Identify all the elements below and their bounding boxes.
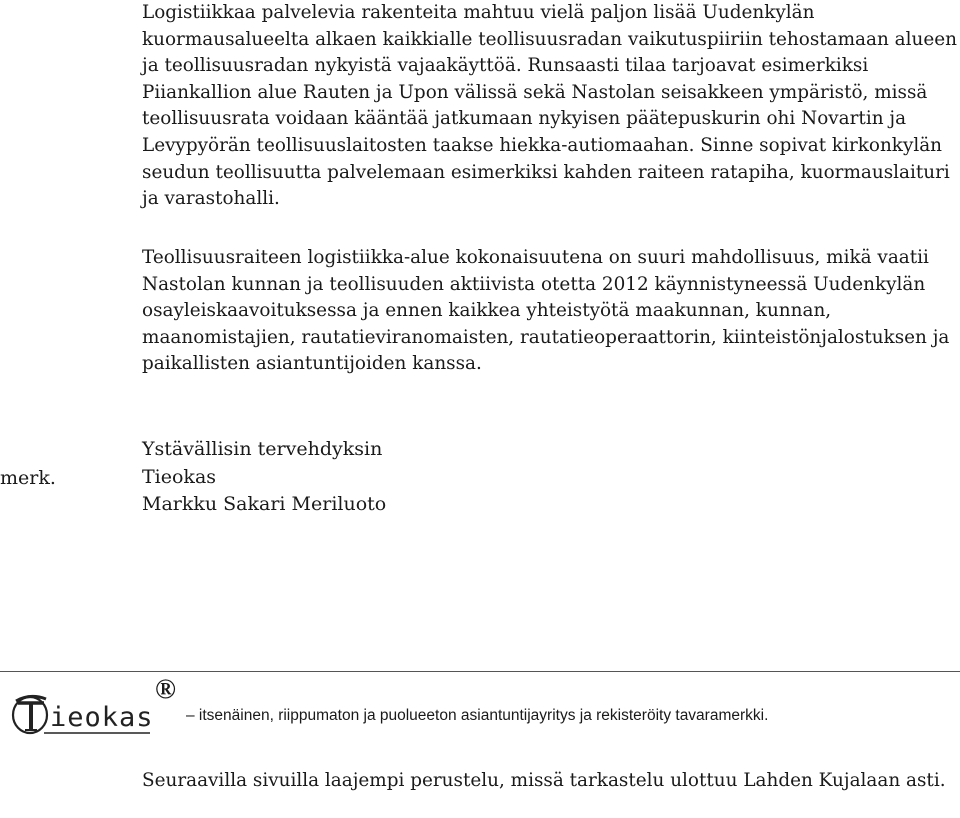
- signature-greeting: Ystävällisin tervehdyksin: [142, 438, 383, 460]
- signature-name: Markku Sakari Meriluoto: [142, 493, 387, 515]
- body-paragraph-3: Seuraavilla sivuilla laajempi perustelu, missä tarkastelu ulottuu Lahden Kujalaan asti.: [142, 770, 946, 791]
- footer-tagline: – itsenäinen, riippumaton ja puolueeton asiantuntijayritys ja rekisteröity tavaramerkki.: [186, 707, 769, 724]
- body-paragraph-2: Teollisuusraiteen logistiikka-alue kokonaisuutena on suuri mahdollisuus, mikä vaatii Nastolan kunnan ja teollisuuden aktiivista otetta 2012 käynnistyneessä Uudenkylän osayleiskaavoituksessa ja ennen kaikkea yhteistyötä maakunnan, kunnan, maanomistajien, rautatieviranomaisten, rautatieoperaattorin, kiinteistönjalostuksen ja paikallisten asiantuntijoiden kanssa.: [142, 247, 950, 375]
- svg-text:ieokas: ieokas: [50, 702, 154, 733]
- tieokas-logo: [10, 689, 160, 737]
- registered-mark: ®: [155, 674, 176, 705]
- body-paragraph-1: Logistiikkaa palvelevia rakenteita mahtuu vielä paljon lisää Uudenkylän kuormausalueelta alkaen kaikkialle teollisuusradan vaikutuspiiriin tehostamaan alueen ja teollisuusradan nykyistä vajaakäyttöä. Runsaasti tilaa tarjoavat esimerkiksi Piiankallion alue Rauten ja Upon välissä sekä Nastolan seisakkeen ympäristö, missä teollisuusrata voidaan kääntää jatkumaan nykyisen päätepuskurin ohi Novartin ja Levypyörän teollisuuslaitosten taakse hiekka-autiomaahan. Sinne sopivat kirkonkylän seudun teollisuutta palvelemaan esimerkiksi kahden raiteen ratapiha, kuormauslaituri ja varastohalli.: [142, 2, 957, 210]
- signature-organization: Tieokas: [142, 465, 217, 488]
- merk-label: merk.: [0, 467, 56, 489]
- signature-block: [142, 436, 386, 519]
- footer-divider: [0, 671, 960, 672]
